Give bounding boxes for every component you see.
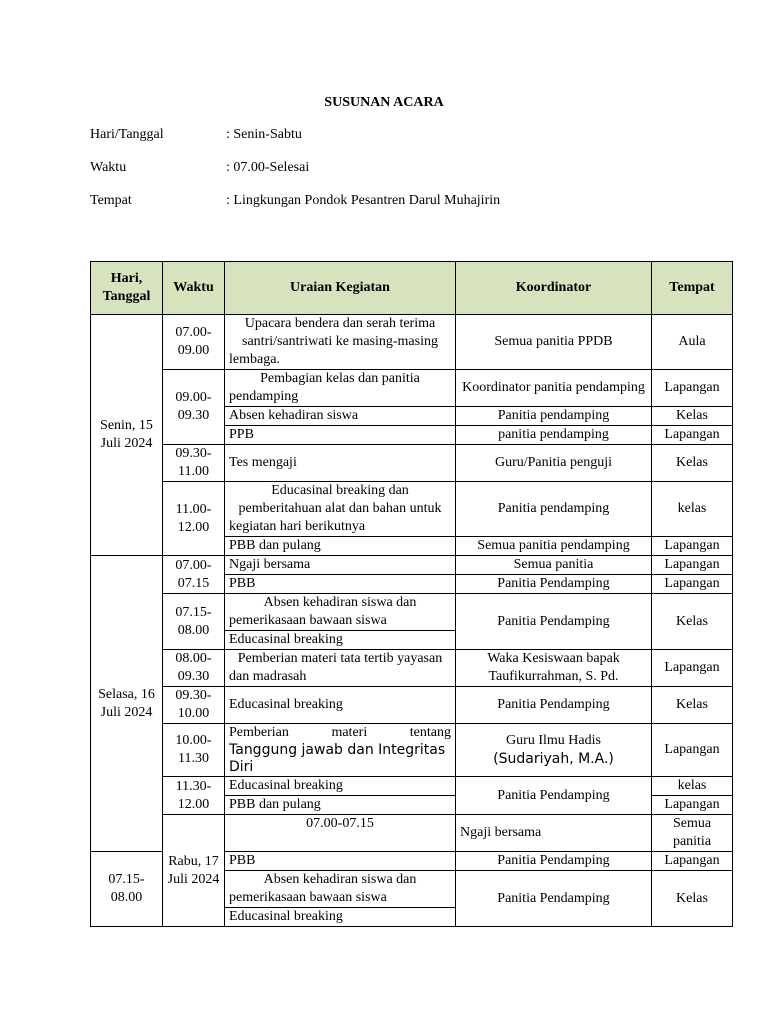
info-label: Tempat bbox=[90, 193, 132, 208]
table-row bbox=[91, 777, 733, 796]
uraian-cell: Educasinal breaking bbox=[225, 777, 456, 796]
waktu-cell: 09.00-09.30 bbox=[163, 370, 225, 445]
header-hari-tanggal: Hari, Tanggal bbox=[91, 262, 163, 315]
uraian-cell: Educasinal breaking bbox=[225, 908, 456, 927]
koordinator-cell: Panitia pendamping bbox=[456, 407, 652, 426]
tempat-cell: Aula bbox=[652, 315, 733, 370]
waktu-cell: 07.15-08.00 bbox=[91, 852, 163, 927]
uraian-cell: Ngaji bersama bbox=[456, 815, 652, 852]
waktu-cell: 07.00-09.00 bbox=[163, 315, 225, 370]
waktu-cell: 07.00-07.15 bbox=[163, 556, 225, 594]
koordinator-cell: Waka Kesiswaan bapak Taufikurrahman, S. Pd. bbox=[456, 650, 652, 687]
uraian-cell: Tes mengaji bbox=[225, 445, 456, 482]
document-title: SUSUNAN ACARA bbox=[324, 95, 444, 110]
info-value: : 07.00-Selesai bbox=[226, 160, 310, 175]
waktu-cell: 11.00-12.00 bbox=[163, 482, 225, 556]
header-uraian: Uraian Kegiatan bbox=[225, 262, 456, 315]
uraian-cell: PBB bbox=[225, 852, 456, 871]
tempat-cell: Lapangan bbox=[652, 426, 733, 445]
uraian-line: Tanggung jawab dan Integritas Diri bbox=[229, 742, 446, 775]
uraian-cell: Absen kehadiran siswa dan pemerikasaan bawaan siswa bbox=[225, 594, 456, 631]
koordinator-cell: Panitia Pendamping bbox=[456, 871, 652, 927]
tempat-cell: Lapangan bbox=[652, 796, 733, 815]
tempat-cell: Kelas bbox=[652, 871, 733, 927]
table-row bbox=[91, 445, 733, 482]
info-label: Waktu bbox=[90, 160, 127, 175]
uraian-cell: Absen kehadiran siswa dan pemerikasaan bawaan siswa bbox=[225, 871, 456, 908]
koordinator-cell: Semua panitia PPDB bbox=[456, 315, 652, 370]
tempat-cell: Lapangan bbox=[652, 537, 733, 556]
koordinator-cell bbox=[456, 724, 652, 777]
table-row bbox=[91, 650, 733, 687]
day-cell-rabu: Rabu, 17 Juli 2024 bbox=[163, 815, 225, 927]
day-cell-selasa: Selasa, 16 Juli 2024 bbox=[91, 556, 163, 852]
waktu-cell: 07.15-08.00 bbox=[163, 594, 225, 650]
table-row bbox=[91, 724, 733, 777]
tempat-cell: Kelas bbox=[652, 687, 733, 724]
header-tempat: Tempat bbox=[652, 262, 733, 315]
tempat-cell: Lapangan bbox=[652, 852, 733, 871]
koordinator-cell: Semua panitia bbox=[456, 556, 652, 575]
waktu-cell: 11.30-12.00 bbox=[163, 777, 225, 815]
uraian-cell: Pemberian materi tata tertib yayasan dan madrasah bbox=[225, 650, 456, 687]
info-value: : Senin-Sabtu bbox=[226, 127, 302, 142]
tempat-cell: Lapangan bbox=[652, 370, 733, 407]
tempat-cell: Kelas bbox=[652, 407, 733, 426]
koordinator-cell: Semua panitia bbox=[652, 815, 733, 852]
waktu-cell: 08.00-09.30 bbox=[163, 650, 225, 687]
tempat-cell: kelas bbox=[652, 482, 733, 537]
koordinator-line: (Sudariyah, M.A.) bbox=[493, 751, 614, 767]
uraian-cell: PBB dan pulang bbox=[225, 796, 456, 815]
uraian-cell bbox=[225, 724, 456, 777]
uraian-cell: Upacara bendera dan serah terima santri/santriwati ke masing-masing lembaga. bbox=[225, 315, 456, 370]
uraian-cell: PBB dan pulang bbox=[225, 537, 456, 556]
uraian-cell: Educasinal breaking bbox=[225, 687, 456, 724]
table-row bbox=[91, 315, 733, 370]
koordinator-cell: Panitia Pendamping bbox=[456, 852, 652, 871]
table-row bbox=[91, 815, 733, 852]
table-row bbox=[91, 370, 733, 407]
table-row bbox=[91, 594, 733, 631]
table-row bbox=[91, 687, 733, 724]
waktu-cell: 09.30-10.00 bbox=[163, 687, 225, 724]
uraian-cell: Educasinal breaking bbox=[225, 631, 456, 650]
uraian-cell: PPB bbox=[225, 426, 456, 445]
table-header-row bbox=[91, 262, 733, 315]
header-koordinator: Koordinator bbox=[456, 262, 652, 315]
tempat-cell: Kelas bbox=[652, 445, 733, 482]
tempat-cell: Lapangan bbox=[652, 575, 733, 594]
table-row bbox=[91, 482, 733, 537]
koordinator-cell: Panitia Pendamping bbox=[456, 594, 652, 650]
koordinator-cell: Semua panitia pendamping bbox=[456, 537, 652, 556]
uraian-cell: Ngaji bersama bbox=[225, 556, 456, 575]
uraian-cell: Absen kehadiran siswa bbox=[225, 407, 456, 426]
uraian-line: Pemberian materi tentang bbox=[229, 725, 451, 740]
table-row bbox=[91, 556, 733, 575]
koordinator-cell: panitia pendamping bbox=[456, 426, 652, 445]
koordinator-cell: Panitia Pendamping bbox=[456, 575, 652, 594]
koordinator-cell: Panitia pendamping bbox=[456, 482, 652, 537]
koordinator-cell: Panitia Pendamping bbox=[456, 687, 652, 724]
info-label: Hari/Tanggal bbox=[90, 127, 164, 142]
header-waktu: Waktu bbox=[163, 262, 225, 315]
tempat-cell: kelas bbox=[652, 777, 733, 796]
koordinator-cell: Panitia Pendamping bbox=[456, 777, 652, 815]
waktu-cell: 09.30-11.00 bbox=[163, 445, 225, 482]
waktu-cell: 10.00-11.30 bbox=[163, 724, 225, 777]
koordinator-cell: Koordinator panitia pendamping bbox=[456, 370, 652, 407]
day-cell-senin: Senin, 15 Juli 2024 bbox=[91, 315, 163, 556]
tempat-cell: Lapangan bbox=[652, 724, 733, 777]
tempat-cell: Lapangan bbox=[652, 650, 733, 687]
uraian-cell: Educasinal breaking dan pemberitahuan alat dan bahan untuk kegiatan hari berikutnya bbox=[225, 482, 456, 537]
info-value: : Lingkungan Pondok Pesantren Darul Muhajirin bbox=[226, 193, 501, 208]
koordinator-line: Guru Ilmu Hadis bbox=[506, 733, 601, 748]
schedule-table bbox=[90, 261, 733, 927]
tempat-cell: Lapangan bbox=[652, 556, 733, 575]
uraian-cell: Pembagian kelas dan panitia pendamping bbox=[225, 370, 456, 407]
waktu-cell: 07.00-07.15 bbox=[225, 815, 456, 852]
uraian-cell: PBB bbox=[225, 575, 456, 594]
koordinator-cell: Guru/Panitia penguji bbox=[456, 445, 652, 482]
tempat-cell: Kelas bbox=[652, 594, 733, 650]
